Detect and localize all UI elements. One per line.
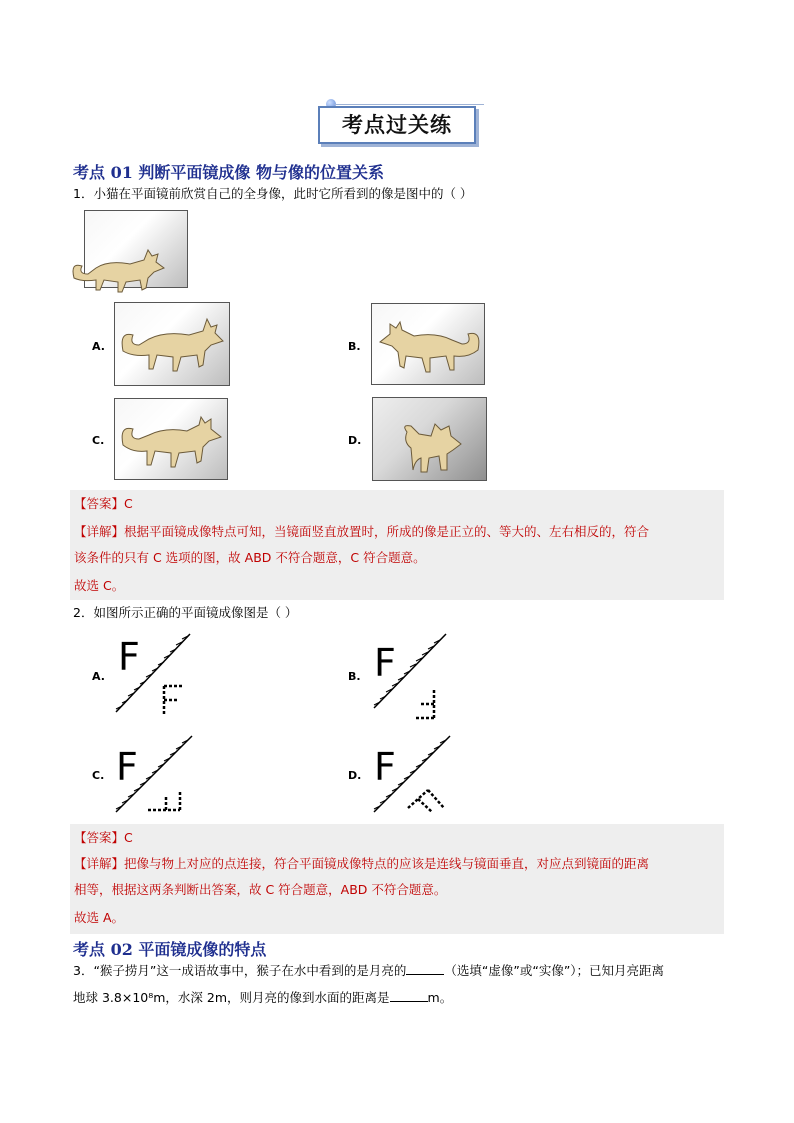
question-2-choice: 故选 A。 [74,910,125,925]
section-banner [318,106,476,144]
option-d-label[interactable]: D. [348,434,362,447]
option-c-mirror-figure[interactable] [112,734,196,816]
option-b-mirror-figure[interactable] [370,630,450,722]
option-b-label[interactable]: B. [348,670,361,683]
option-d-figure[interactable] [372,397,487,481]
question-1-detail-line-2: 该条件的只有 C 选项的图，故 ABD 不符合题意，C 符合题意。 [74,550,426,565]
question-2-text: 2．如图所示正确的平面镜成像图是（ ） [73,605,298,620]
cat-icon [115,399,228,480]
option-a-label[interactable]: A. [92,340,105,353]
option-d-label[interactable]: D. [348,769,362,782]
section-heading-2: 考点 02 平面镜成像的特点 [73,940,267,959]
cat-icon [115,303,230,386]
question-2-detail-line-1: 【详解】把像与物上对应的点连接，符合平面镜成像特点的应该是连线与镜面垂直，对应点到镜面的距离 [74,856,650,871]
option-b-figure[interactable] [371,303,485,385]
option-b-label[interactable]: B. [348,340,361,353]
question-3-line-2 [73,988,452,1006]
question-1-detail-line-1: 【详解】根据平面镜成像特点可知，当镜面竖直放置时，所成的像是正立的、等大的、左右相反的，符合 [74,524,650,539]
answer-blank-2[interactable] [390,991,428,1002]
question-3-text-b: （选填“虚像”或“实像”）；已知月亮距离 [444,963,665,978]
question-3-text-c: 地球 3.8×10⁸m，水深 2m，则月亮的像到水面的距离是 [73,990,390,1005]
object-letter: F [374,641,396,685]
cat-icon [373,398,487,481]
cat-icon [68,238,178,296]
option-d-mirror-figure[interactable] [370,734,454,816]
question-1-choice: 故选 C。 [74,578,125,593]
option-c-label[interactable]: C. [92,434,105,447]
object-letter: F [374,745,396,789]
question-2-answer-box [70,824,724,934]
answer-blank-1[interactable] [406,964,444,975]
question-3-text-d: m。 [427,990,453,1005]
banner-title: 考点过关练 [342,113,452,137]
option-c-figure[interactable] [114,398,228,480]
object-letter: F [118,635,140,679]
question-2-answer: 【答案】C [74,830,133,845]
question-2-detail-line-2: 相等，根据这两条判断出答案，故 C 符合题意，ABD 不符合题意。 [74,882,447,897]
question-1-answer: 【答案】C [74,496,133,511]
question-3-text-a: 3．“猴子捞月”这一成语故事中，猴子在水中看到的是月亮的 [73,963,407,978]
option-a-mirror-figure[interactable] [112,630,196,722]
banner-rule [334,104,484,105]
object-letter: F [116,745,138,789]
question-3-line-1 [73,961,664,979]
question-1-text: 1．小猫在平面镜前欣赏自己的全身像，此时它所看到的像是图中的（ ） [73,186,473,201]
section-heading-1: 考点 01 判断平面镜成像 物与像的位置关系 [73,163,384,182]
option-a-figure[interactable] [114,302,230,386]
option-c-label[interactable]: C. [92,769,105,782]
cat-icon [372,304,485,385]
question-1-answer-box [70,490,724,600]
option-a-label[interactable]: A. [92,670,105,683]
